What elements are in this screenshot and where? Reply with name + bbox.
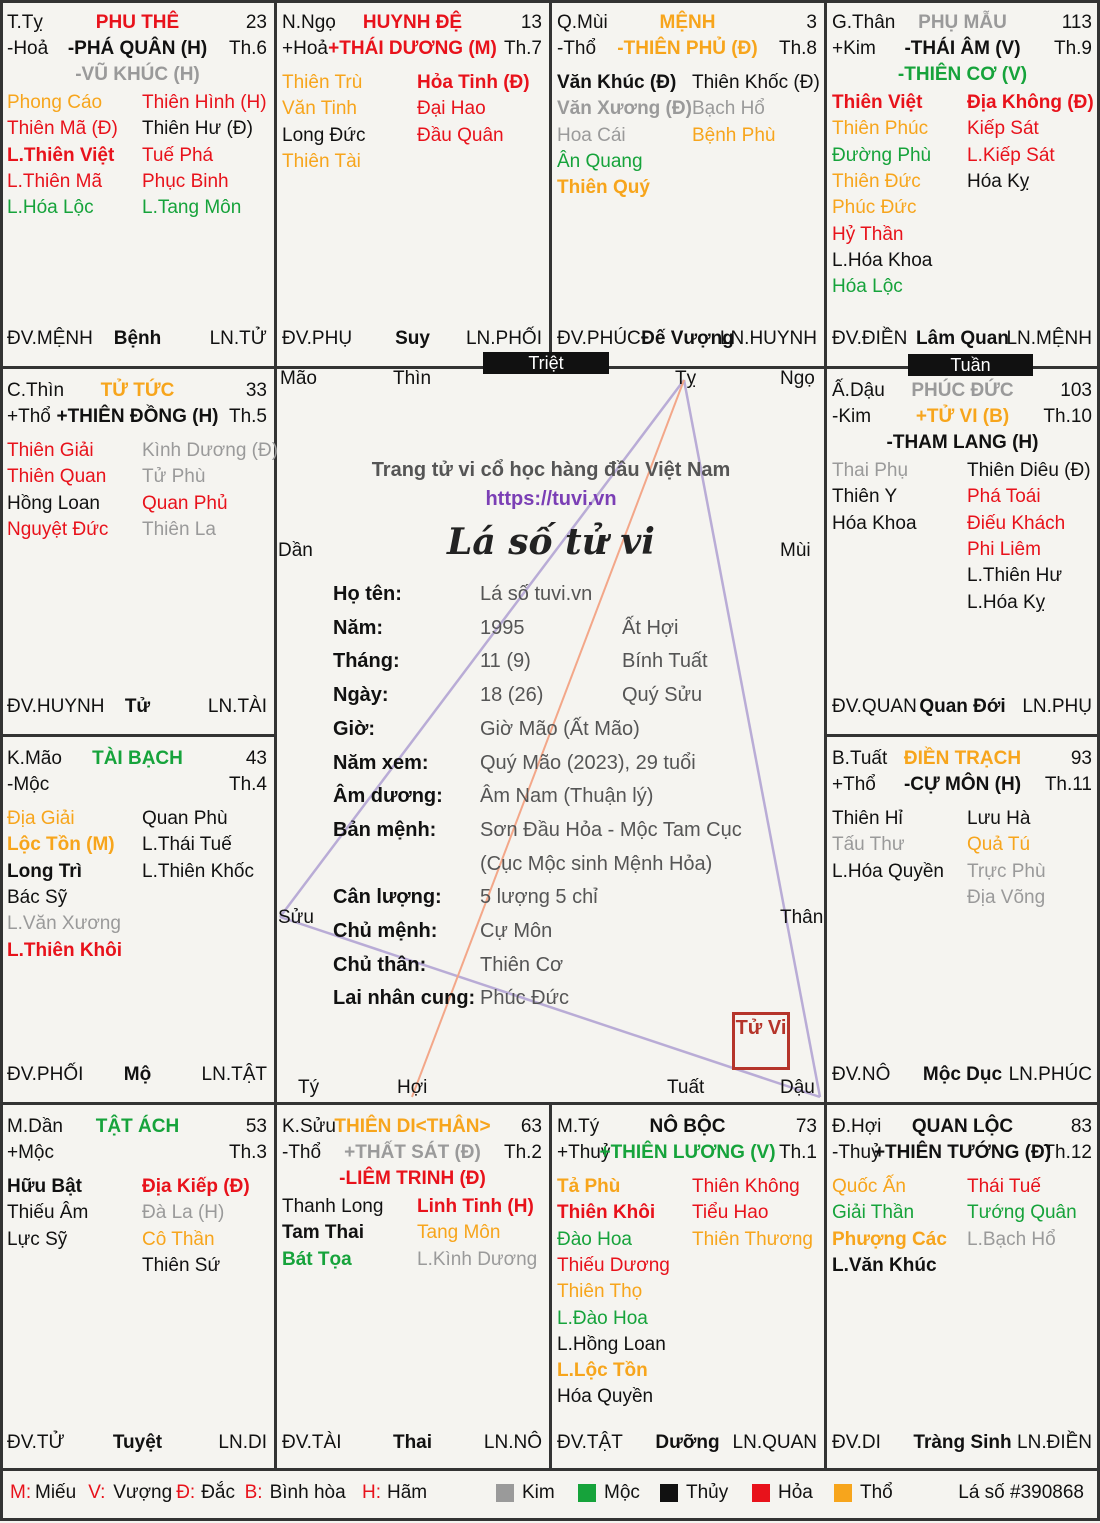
minor-star: Điếu Khách bbox=[967, 512, 1066, 534]
palace-luu-nien: LN.QUAN bbox=[732, 1432, 817, 1453]
palace-age: 113 bbox=[1061, 12, 1092, 33]
legend-brightness-label: Đắc bbox=[201, 1482, 235, 1503]
palace-trang-sinh: Tử bbox=[124, 696, 151, 717]
info-label: Năm: bbox=[333, 616, 384, 639]
minor-star: Đà La (H) bbox=[142, 1202, 225, 1224]
palace-trang-sinh: Đế Vượng bbox=[641, 328, 734, 349]
info-value: 18 (26) bbox=[480, 684, 544, 707]
palace-age: 73 bbox=[795, 1116, 817, 1137]
legend-brightness-label: Hãm bbox=[387, 1482, 428, 1503]
info-label: Họ tên: bbox=[333, 583, 402, 605]
minor-star: L.Thiên Khốc bbox=[142, 860, 254, 882]
branch-than: Thân bbox=[780, 907, 824, 928]
minor-star: Hồng Loan bbox=[7, 492, 100, 514]
minor-star: L.Thiên Mã bbox=[7, 170, 103, 192]
palace-mao[interactable] bbox=[0, 736, 275, 1102]
minor-star: Thiếu Âm bbox=[7, 1202, 89, 1224]
minor-star: Tử Phù bbox=[142, 466, 206, 488]
minor-star: L.Văn Khúc bbox=[832, 1254, 937, 1276]
minor-star: Bác Sỹ bbox=[7, 886, 68, 908]
minor-star: Thiên Mã (Đ) bbox=[7, 118, 118, 140]
minor-star: Tuế Phá bbox=[142, 144, 214, 166]
palace-month: Th.11 bbox=[1044, 774, 1092, 795]
palace-dai-van: ĐV.PHỤ bbox=[282, 328, 353, 349]
palace-dai-van: ĐV.PHÚC bbox=[557, 328, 641, 349]
legend-swatch-3 bbox=[752, 1484, 770, 1502]
major-star: -LIÊM TRINH (Đ) bbox=[339, 1168, 486, 1189]
seal-stamp: Tử Vi bbox=[732, 1012, 790, 1070]
minor-star: Thanh Long bbox=[282, 1196, 384, 1217]
minor-star: Lực Sỹ bbox=[7, 1228, 68, 1250]
palace-trang-sinh: Mộ bbox=[123, 1064, 152, 1085]
branch-thin: Thìn bbox=[393, 368, 432, 389]
legend-brightness-code: M: bbox=[10, 1482, 32, 1503]
minor-star: Cô Thần bbox=[142, 1228, 215, 1250]
info-label: Tháng: bbox=[333, 650, 400, 673]
legend-element-label: Hỏa bbox=[778, 1482, 813, 1503]
legend-element-label: Thổ bbox=[860, 1482, 893, 1503]
palace-age: 93 bbox=[1070, 748, 1092, 769]
branch-ngo: Ngọ bbox=[780, 368, 815, 389]
palace-stem-branch: C.Thìn bbox=[7, 380, 65, 401]
info-value: Âm Nam (Thuận lý) bbox=[480, 785, 654, 808]
minor-star: Thiên Khôi bbox=[557, 1202, 656, 1224]
info-canchi: Ất Hợi bbox=[622, 616, 679, 639]
legend-brightness-code: B: bbox=[244, 1482, 263, 1503]
palace-name: NÔ BỘC bbox=[649, 1116, 726, 1137]
minor-star: Phá Toái bbox=[967, 486, 1041, 508]
info-label: Năm xem: bbox=[333, 751, 429, 774]
info-value: Sơn Đầu Hỏa - Mộc Tam Cục bbox=[480, 818, 742, 841]
palace-trang-sinh: Lâm Quan bbox=[916, 328, 1009, 349]
palace-element: +Thổ bbox=[832, 774, 876, 795]
legend-swatch-2 bbox=[660, 1484, 678, 1502]
palace-stem-branch: K.Mão bbox=[7, 748, 62, 769]
minor-star: L.Hóa Kỵ bbox=[967, 591, 1046, 613]
info-value: Phúc Đức bbox=[480, 987, 569, 1010]
minor-star: Hóa Quyền bbox=[557, 1386, 654, 1408]
minor-star: Quan Phù bbox=[142, 808, 228, 829]
branch-dau: Dậu bbox=[780, 1077, 815, 1098]
palace-name: PHÚC ĐỨC bbox=[911, 380, 1014, 401]
info-label: Chủ mệnh: bbox=[333, 920, 438, 942]
palace-age: 23 bbox=[245, 12, 267, 33]
minor-star: Thiên Quan bbox=[7, 466, 107, 488]
palace-month: Th.12 bbox=[1043, 1142, 1092, 1163]
palace-age: 63 bbox=[520, 1116, 542, 1137]
minor-star: Thiên Việt bbox=[832, 92, 923, 113]
minor-star: Hỷ Thần bbox=[832, 223, 904, 245]
minor-star: L.Hóa Quyền bbox=[832, 860, 944, 882]
minor-star: Thiên Phúc bbox=[832, 118, 929, 140]
legend-element-label: Mộc bbox=[604, 1482, 640, 1503]
palace-stem-branch: Q.Mùi bbox=[557, 12, 608, 33]
major-star: -THIÊN CƠ (V) bbox=[897, 64, 1028, 85]
palace-dan[interactable] bbox=[0, 1104, 275, 1470]
palace-age: 3 bbox=[806, 12, 817, 33]
palace-element: +Thuỷ bbox=[557, 1142, 611, 1163]
palace-age: 13 bbox=[520, 12, 542, 33]
legend-element-label: Kim bbox=[522, 1482, 555, 1503]
palace-hoi[interactable] bbox=[825, 1104, 1100, 1470]
info-canchi: Bính Tuất bbox=[622, 650, 708, 673]
minor-star: Giải Thần bbox=[832, 1202, 915, 1224]
minor-star: Thiên Khốc (Đ) bbox=[692, 72, 820, 93]
minor-star: Hoa Cái bbox=[557, 124, 626, 146]
palace-stem-branch: N.Ngọ bbox=[282, 12, 336, 33]
minor-star: Hóa Lộc bbox=[832, 276, 903, 298]
palace-luu-nien: LN.DI bbox=[218, 1432, 267, 1453]
minor-star: Thiên Diêu (Đ) bbox=[967, 460, 1091, 481]
minor-star: Thiên Hư (Đ) bbox=[142, 118, 253, 140]
palace-month: Th.3 bbox=[228, 1142, 267, 1163]
minor-star: Thiên Không bbox=[692, 1176, 800, 1197]
minor-star: Thai Phụ bbox=[832, 460, 909, 481]
minor-star: Bạch Hổ bbox=[692, 98, 765, 120]
legend-element-label: Thủy bbox=[686, 1482, 729, 1503]
palace-dai-van: ĐV.TÀI bbox=[282, 1432, 342, 1453]
info-value: Giờ Mão (Ất Mão) bbox=[480, 717, 640, 740]
palace-trang-sinh: Tuyệt bbox=[112, 1432, 163, 1453]
minor-star: Ân Quang bbox=[557, 150, 643, 172]
branch-ty: Tỵ bbox=[675, 368, 697, 389]
minor-star: Địa Võng bbox=[967, 886, 1046, 908]
major-star: +THẤT SÁT (Đ) bbox=[344, 1142, 481, 1163]
palace-stem-branch: K.Sửu bbox=[282, 1116, 336, 1137]
palace-trang-sinh: Mộc Dục bbox=[922, 1064, 1003, 1085]
branch-tuat: Tuất bbox=[667, 1077, 705, 1098]
minor-star: Lưu Hà bbox=[967, 808, 1031, 829]
palace-name: ĐIỀN TRẠCH bbox=[903, 748, 1022, 769]
palace-thin[interactable] bbox=[0, 368, 279, 734]
minor-star: Thiên Thọ bbox=[557, 1281, 643, 1303]
palace-month: Th.1 bbox=[778, 1142, 817, 1163]
palace-name: THIÊN DI<THÂN> bbox=[334, 1116, 491, 1137]
palace-ty_bot[interactable] bbox=[550, 1104, 825, 1470]
palace-element: +Thổ bbox=[7, 406, 51, 427]
minor-star: Tam Thai bbox=[282, 1222, 364, 1244]
minor-star: Hóa Khoa bbox=[832, 512, 917, 534]
info-value: 11 (9) bbox=[480, 650, 531, 673]
minor-star: L.Đào Hoa bbox=[557, 1307, 648, 1329]
minor-star: Địa Kiếp (Đ) bbox=[142, 1176, 250, 1197]
info-canchi: Quý Sửu bbox=[622, 684, 703, 707]
minor-star: Thiên Thương bbox=[692, 1228, 813, 1250]
branch-hoi: Hợi bbox=[397, 1077, 428, 1098]
palace-trang-sinh: Suy bbox=[395, 328, 430, 349]
palace-stem-branch: M.Dần bbox=[7, 1116, 63, 1137]
palace-name: TẬT ÁCH bbox=[95, 1116, 180, 1137]
palace-month: Th.10 bbox=[1043, 406, 1092, 427]
palace-luu-nien: LN.MỆNH bbox=[1006, 328, 1092, 349]
info-value: Thiên Cơ bbox=[480, 953, 564, 976]
palace-name: HUYNH ĐỆ bbox=[362, 12, 463, 33]
palace-luu-nien: LN.PHỤ bbox=[1022, 696, 1092, 717]
minor-star: L.Bạch Hổ bbox=[967, 1228, 1056, 1250]
minor-star: L.Hóa Khoa bbox=[832, 249, 933, 271]
minor-star: Thiên Trù bbox=[282, 72, 363, 93]
major-star: -PHÁ QUÂN (H) bbox=[67, 38, 208, 59]
palace-age: 103 bbox=[1060, 380, 1092, 401]
minor-star: Hữu Bật bbox=[7, 1176, 82, 1197]
minor-star: Tấu Thư bbox=[832, 834, 905, 856]
major-star: -THIÊN PHỦ (Đ) bbox=[617, 38, 758, 59]
minor-star: Tiểu Hao bbox=[692, 1202, 769, 1224]
palace-luu-nien: LN.PHÚC bbox=[1008, 1064, 1092, 1085]
info-label: Bản mệnh: bbox=[333, 818, 437, 841]
chart-id: Lá số #390868 bbox=[958, 1482, 1084, 1503]
major-star: -CỰ MÔN (H) bbox=[903, 774, 1022, 795]
palace-stem-branch: G.Thân bbox=[832, 12, 896, 33]
minor-star: Bệnh Phù bbox=[692, 124, 776, 146]
palace-dai-van: ĐV.TỬ bbox=[7, 1432, 65, 1453]
palace-age: 83 bbox=[1070, 1116, 1092, 1137]
palace-luu-nien: LN.TỬ bbox=[209, 328, 267, 349]
palace-luu-nien: LN.HUYNH bbox=[719, 328, 817, 349]
minor-star: Văn Tinh bbox=[282, 98, 357, 120]
major-star: +THIÊN ĐỒNG (H) bbox=[56, 406, 219, 427]
minor-star: Đầu Quân bbox=[417, 124, 504, 146]
minor-star: L.Kình Dương bbox=[417, 1248, 538, 1270]
minor-star: Văn Xương (Đ) bbox=[557, 98, 692, 120]
major-star: +THIÊN TƯỚNG (Đ) bbox=[873, 1142, 1052, 1163]
branch-ti: Tý bbox=[298, 1077, 320, 1098]
minor-star: Thiên Quý bbox=[557, 177, 650, 199]
palace-trang-sinh: Quan Đới bbox=[919, 696, 1006, 717]
palace-trang-sinh: Thai bbox=[392, 1432, 433, 1453]
palace-dai-van: ĐV.DI bbox=[832, 1432, 881, 1453]
minor-star: Tang Môn bbox=[417, 1222, 501, 1244]
info-label: Ngày: bbox=[333, 684, 389, 707]
minor-star: Thiên Tài bbox=[282, 150, 361, 172]
palace-trang-sinh: Bệnh bbox=[113, 328, 162, 349]
legend-brightness-code: Đ: bbox=[176, 1482, 196, 1503]
palace-element: -Thuỷ bbox=[832, 1142, 881, 1163]
minor-star: Tướng Quân bbox=[967, 1202, 1077, 1224]
palace-dai-van: ĐV.TẬT bbox=[557, 1432, 623, 1453]
palace-month: Th.7 bbox=[503, 38, 542, 59]
palace-month: Th.2 bbox=[503, 1142, 542, 1163]
minor-star: Quả Tú bbox=[967, 834, 1031, 856]
minor-star: Tả Phù bbox=[557, 1176, 621, 1197]
minor-star: Bát Tọa bbox=[282, 1248, 352, 1270]
minor-star: Phục Binh bbox=[142, 170, 229, 192]
minor-star: Phượng Các bbox=[832, 1228, 947, 1250]
info-value: Cự Môn bbox=[480, 920, 553, 942]
major-star: +THÁI DƯƠNG (M) bbox=[328, 38, 497, 59]
palace-name: PHỤ MẪU bbox=[918, 12, 1007, 33]
palace-mui[interactable] bbox=[550, 0, 825, 366]
minor-star: Nguyệt Đức bbox=[7, 518, 109, 540]
minor-star: Thái Tuế bbox=[967, 1176, 1041, 1197]
palace-stem-branch: Đ.Hợi bbox=[832, 1116, 882, 1137]
legend-swatch-0 bbox=[496, 1484, 514, 1502]
palace-element: -Thổ bbox=[557, 38, 597, 59]
minor-star: Đường Phù bbox=[832, 144, 932, 166]
branch-dan: Dần bbox=[278, 540, 313, 561]
minor-star: Phúc Đức bbox=[832, 197, 917, 219]
major-star: -THAM LANG (H) bbox=[886, 432, 1039, 453]
legend-swatch-4 bbox=[834, 1484, 852, 1502]
legend-brightness-label: Vượng bbox=[113, 1482, 173, 1503]
minor-star: Thiên Đức bbox=[832, 170, 921, 192]
palace-stem-branch: M.Tý bbox=[557, 1116, 600, 1137]
minor-star: Kiếp Sát bbox=[967, 118, 1039, 140]
minor-star: Thiên Hỉ bbox=[832, 808, 903, 829]
legend-brightness-code: H: bbox=[362, 1482, 381, 1503]
info-value: (Cục Mộc sinh Mệnh Hỏa) bbox=[480, 852, 713, 875]
minor-star: L.Thiên Khôi bbox=[7, 939, 123, 961]
palace-luu-nien: LN.ĐIỀN bbox=[1017, 1432, 1092, 1453]
palace-suu[interactable] bbox=[275, 1104, 550, 1470]
info-value: Lá số tuvi.vn bbox=[480, 583, 593, 605]
minor-star: L.Lộc Tồn bbox=[557, 1360, 648, 1382]
palace-dai-van: ĐV.HUYNH bbox=[7, 696, 105, 717]
info-value: 1995 bbox=[480, 616, 525, 639]
minor-star: Thiếu Dương bbox=[557, 1254, 670, 1276]
palace-element: +Mộc bbox=[7, 1142, 54, 1163]
minor-star: Hóa Kỵ bbox=[967, 170, 1030, 192]
palace-element: -Kim bbox=[832, 406, 872, 427]
minor-star: Văn Khúc (Đ) bbox=[557, 72, 677, 93]
minor-star: Phi Liêm bbox=[967, 538, 1041, 560]
legend-swatch-1 bbox=[578, 1484, 596, 1502]
info-value: 5 lượng 5 chỉ bbox=[480, 886, 598, 909]
info-label: Cân lượng: bbox=[333, 886, 442, 909]
minor-star: Thiên La bbox=[142, 518, 216, 540]
minor-star: Quốc Ấn bbox=[832, 1176, 906, 1197]
palace-element: -Thổ bbox=[282, 1142, 322, 1163]
palace-name: TÀI BẠCH bbox=[92, 748, 183, 769]
minor-star: L.Thiên Việt bbox=[7, 144, 115, 166]
palace-dai-van: ĐV.QUAN bbox=[832, 696, 917, 717]
info-value: Quý Mão (2023), 29 tuổi bbox=[480, 751, 696, 774]
palace-luu-nien: LN.TẬT bbox=[201, 1064, 267, 1085]
major-star: -VŨ KHÚC (H) bbox=[75, 64, 200, 85]
minor-star: Lộc Tồn (M) bbox=[7, 834, 115, 856]
legend-brightness-label: Bình hòa bbox=[269, 1482, 346, 1503]
minor-star: L.Kiếp Sát bbox=[967, 144, 1055, 166]
minor-star: Địa Giải bbox=[7, 808, 75, 829]
minor-star: Đào Hoa bbox=[557, 1228, 632, 1250]
minor-star: L.Văn Xương bbox=[7, 913, 121, 935]
palace-than[interactable] bbox=[825, 0, 1100, 366]
palace-stem-branch: Ấ.Dậu bbox=[832, 380, 885, 401]
legend-brightness-code: V: bbox=[88, 1482, 106, 1503]
info-label: Giờ: bbox=[333, 717, 375, 740]
minor-star: Linh Tinh (H) bbox=[417, 1196, 534, 1217]
minor-star: L.Hóa Lộc bbox=[7, 197, 94, 219]
palace-month: Th.5 bbox=[228, 406, 267, 427]
minor-star: Phong Cáo bbox=[7, 92, 103, 113]
minor-star: Long Trì bbox=[7, 860, 82, 882]
palace-stem-branch: B.Tuất bbox=[832, 748, 888, 769]
minor-star: Kình Dương (Đ) bbox=[142, 440, 279, 461]
minor-star: Hỏa Tinh (Đ) bbox=[417, 72, 530, 93]
site-tagline: Trang tử vi cổ học hàng đầu Việt Nam bbox=[371, 459, 731, 481]
minor-star: Thiên Giải bbox=[7, 440, 94, 461]
minor-star: Địa Không (Đ) bbox=[967, 92, 1094, 113]
major-star: +TỬ VI (B) bbox=[915, 406, 1010, 427]
minor-star: L.Tang Môn bbox=[142, 197, 242, 219]
palace-age: 33 bbox=[245, 380, 267, 401]
tuan-banner: Tuần bbox=[908, 354, 1033, 376]
chart-title: Lá số tử vi bbox=[447, 521, 655, 563]
palace-trang-sinh: Tràng Sinh bbox=[913, 1432, 1012, 1453]
palace-age: 43 bbox=[245, 748, 267, 769]
legend-brightness-label: Miếu bbox=[35, 1482, 77, 1503]
triet-banner: Triệt bbox=[483, 352, 609, 374]
palace-luu-nien: LN.TÀI bbox=[207, 696, 267, 717]
minor-star: Thiên Sứ bbox=[142, 1254, 221, 1276]
palace-month: Th.4 bbox=[228, 774, 267, 795]
minor-star: Quan Phủ bbox=[142, 492, 228, 514]
minor-star: Trực Phù bbox=[967, 860, 1046, 882]
branch-mao: Mão bbox=[280, 368, 317, 389]
palace-luu-nien: LN.NÔ bbox=[483, 1432, 542, 1453]
branch-mui: Mùi bbox=[780, 540, 811, 561]
minor-star: Đại Hao bbox=[417, 98, 486, 120]
palace-name: MỆNH bbox=[659, 12, 716, 33]
palace-trang-sinh: Dưỡng bbox=[655, 1432, 720, 1453]
palace-ngo[interactable] bbox=[275, 0, 550, 366]
info-label: Âm dương: bbox=[333, 785, 443, 808]
palace-ty_top[interactable] bbox=[0, 0, 275, 366]
palace-month: Th.6 bbox=[228, 38, 267, 59]
major-star: +THIÊN LƯƠNG (V) bbox=[599, 1142, 776, 1163]
palace-tuat[interactable] bbox=[825, 736, 1100, 1102]
palace-name: PHU THÊ bbox=[95, 12, 180, 33]
palace-stem-branch: T.Tỵ bbox=[7, 12, 43, 33]
palace-dai-van: ĐV.PHỐI bbox=[7, 1064, 84, 1085]
branch-suu: Sửu bbox=[278, 907, 314, 928]
palace-age: 53 bbox=[245, 1116, 267, 1137]
minor-star: Long Đức bbox=[282, 124, 366, 146]
palace-name: TỬ TỨC bbox=[100, 380, 175, 401]
minor-star: Thiên Y bbox=[832, 486, 898, 508]
info-label: Lai nhân cung: bbox=[333, 987, 476, 1010]
minor-star: L.Thiên Hư bbox=[967, 565, 1063, 587]
minor-star: L.Hồng Loan bbox=[557, 1333, 666, 1355]
palace-name: QUAN LỘC bbox=[911, 1116, 1014, 1137]
site-url[interactable]: https://tuvi.vn bbox=[485, 488, 617, 510]
major-star: -THÁI ÂM (V) bbox=[904, 38, 1021, 59]
minor-star: Thiên Hình (H) bbox=[142, 92, 267, 113]
minor-star: L.Thái Tuế bbox=[142, 834, 232, 856]
palace-month: Th.9 bbox=[1053, 38, 1092, 59]
palace-dai-van: ĐV.MỆNH bbox=[7, 328, 93, 349]
palace-element: +Kim bbox=[832, 38, 876, 59]
palace-dai-van: ĐV.NÔ bbox=[832, 1064, 891, 1085]
palace-month: Th.8 bbox=[778, 38, 817, 59]
palace-element: -Hoả bbox=[7, 38, 49, 59]
info-label: Chủ thân: bbox=[333, 953, 427, 976]
palace-element: -Mộc bbox=[7, 774, 50, 795]
palace-dau[interactable] bbox=[825, 368, 1100, 734]
palace-dai-van: ĐV.ĐIỀN bbox=[832, 328, 908, 349]
palace-luu-nien: LN.PHỐI bbox=[465, 328, 542, 349]
palace-element: +Hoả bbox=[282, 38, 328, 59]
